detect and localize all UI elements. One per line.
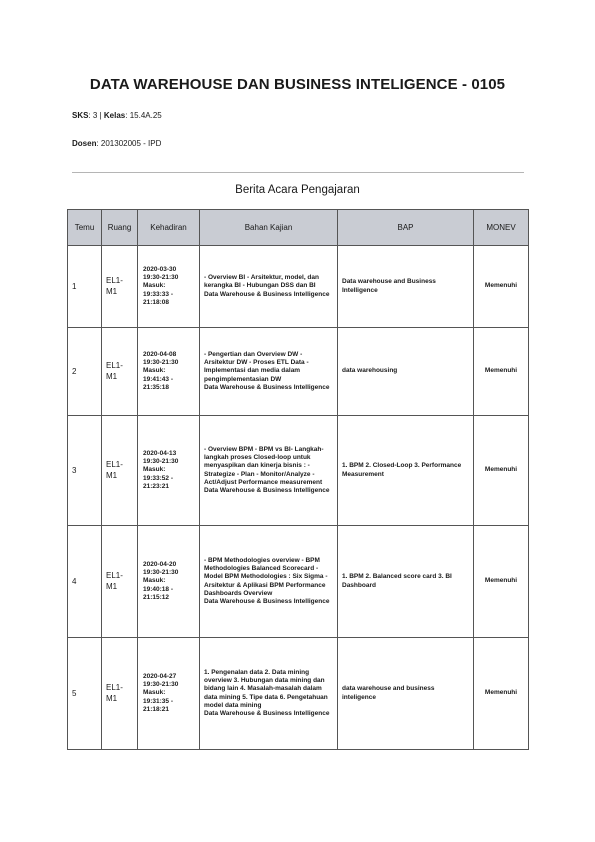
kelas-label: Kelas — [103, 111, 126, 120]
dosen-value: 201302005 - IPD — [100, 139, 162, 148]
cell-bahan-kajian — [200, 246, 338, 328]
kehadiran-label: Masuk: — [143, 282, 166, 290]
cell-bap: 1. BPM 2. Closed-Loop 3. Performance Measurement — [338, 416, 474, 526]
kelas-value: 15.4A.25 — [129, 111, 162, 120]
bahan-course: Data Warehouse & Business Intelligence — [204, 290, 330, 298]
bahan-topic: 1. Pengenalan data 2. Data mining overview 3. Hubungan data mining dan bidang lain 4. Masalah-masalah dalam data mining 5. Tipe data 6. Pengetahuan model data mining — [204, 669, 328, 709]
document-title: DATA WAREHOUSE DAN BUSINESS INTELIGENCE - 0105 — [89, 76, 506, 93]
kehadiran-in: 19:31:35 - — [143, 697, 173, 705]
cell-temu: 4 — [68, 526, 102, 638]
section-title: Berita Acara Pengajaran — [235, 184, 360, 196]
bap-table — [67, 209, 529, 750]
cell-ruang: EL1-M1 — [102, 328, 138, 416]
bahan-course: Data Warehouse & Business Intelligence — [204, 383, 330, 391]
kehadiran-schedule: 19:30-21:30 — [143, 458, 179, 466]
cell-bap: data warehouse and business inteligence — [338, 638, 474, 750]
kehadiran-date: 2020-04-27 — [143, 673, 177, 681]
lecturer-meta: Dosen: 201302005 - IPD — [72, 139, 162, 148]
bahan-course: Data Warehouse & Business Intelligence — [204, 486, 330, 494]
cell-bap: Data warehouse and Business Intelligence — [338, 246, 474, 328]
cell-temu: 5 — [68, 638, 102, 750]
bahan-course: Data Warehouse & Business Intelligence — [204, 709, 330, 717]
sks-label: SKS — [72, 111, 89, 120]
kehadiran-label: Masuk: — [143, 577, 166, 585]
header-ruang: Ruang — [102, 210, 138, 246]
dosen-label: Dosen — [72, 139, 97, 148]
cell-bahan-kajian — [200, 416, 338, 526]
kehadiran-in: 19:33:33 - — [143, 290, 173, 298]
kehadiran-schedule: 19:30-21:30 — [143, 359, 179, 367]
kehadiran-schedule: 19:30-21:30 — [143, 274, 179, 282]
sks-value: 3 — [92, 111, 98, 120]
table-header-row — [68, 210, 529, 246]
kehadiran-out: 21:23:21 — [143, 482, 170, 490]
cell-ruang: EL1-M1 — [102, 526, 138, 638]
table-row — [68, 246, 529, 328]
cell-temu: 3 — [68, 416, 102, 526]
bahan-topic: - Pengertian dan Overview DW - Arsitektur DW - Proses ETL Data - Implementasi dan media dalam pengimplementasian DW — [204, 351, 309, 383]
table-row — [68, 416, 529, 526]
kehadiran-in: 19:41:43 - — [143, 375, 173, 383]
cell-kehadiran — [138, 526, 200, 638]
divider — [72, 172, 524, 173]
kehadiran-in: 19:33:52 - — [143, 474, 173, 482]
cell-ruang: EL1-M1 — [102, 246, 138, 328]
cell-monev: Memenuhi — [474, 526, 529, 638]
bahan-course: Data Warehouse & Business Intelligence — [204, 597, 330, 605]
kehadiran-date: 2020-04-20 — [143, 561, 177, 569]
cell-temu: 1 — [68, 246, 102, 328]
cell-bahan-kajian — [200, 328, 338, 416]
cell-monev: Memenuhi — [474, 246, 529, 328]
kehadiran-in: 19:40:18 - — [143, 585, 173, 593]
kehadiran-date: 2020-04-13 — [143, 450, 177, 458]
cell-kehadiran — [138, 416, 200, 526]
cell-kehadiran — [138, 638, 200, 750]
kehadiran-out: 21:18:08 — [143, 298, 170, 306]
kehadiran-schedule: 19:30-21:30 — [143, 569, 179, 577]
kehadiran-date: 2020-03-30 — [143, 266, 177, 274]
kehadiran-out: 21:18:21 — [143, 705, 170, 713]
bahan-topic: - BPM Methodologies overview - BPM Methodologies Balanced Scorecard - Model BPM Methodologies : Six Sigma - Arsitektur & Aplikasi BPM Performance Dashboards Overview — [204, 557, 328, 597]
kehadiran-date: 2020-04-08 — [143, 351, 177, 359]
bahan-topic: - Overview BPM - BPM vs BI- Langkah-langkah proses Closed-loop untuk menyaspikan dan kinerja bisnis : - Strategize - Plan - Monitor/Analyze - Act/Adjust Performance measurement — [204, 446, 324, 486]
cell-monev: Memenuhi — [474, 416, 529, 526]
cell-ruang: EL1-M1 — [102, 638, 138, 750]
table-row — [68, 328, 529, 416]
cell-bahan-kajian — [200, 638, 338, 750]
kehadiran-label: Masuk: — [143, 466, 166, 474]
header-bap: BAP — [338, 210, 474, 246]
kehadiran-out: 21:15:12 — [143, 593, 170, 601]
cell-monev: Memenuhi — [474, 638, 529, 750]
table-row — [68, 638, 529, 750]
cell-kehadiran — [138, 328, 200, 416]
header-monev: MONEV — [474, 210, 529, 246]
header-bahan-kajian: Bahan Kajian — [200, 210, 338, 246]
cell-bahan-kajian — [200, 526, 338, 638]
header-temu: Temu — [68, 210, 102, 246]
course-meta: SKS: 3 | Kelas: 15.4A.25 — [72, 111, 162, 120]
cell-monev: Memenuhi — [474, 328, 529, 416]
table-row — [68, 526, 529, 638]
header-kehadiran: Kehadiran — [138, 210, 200, 246]
kehadiran-label: Masuk: — [143, 689, 166, 697]
cell-kehadiran — [138, 246, 200, 328]
kehadiran-schedule: 19:30-21:30 — [143, 681, 179, 689]
cell-bap: data warehousing — [338, 328, 474, 416]
bahan-topic: - Overview BI - Arsitektur, model, dan kerangka BI - Hubungan DSS dan BI — [204, 274, 319, 290]
kehadiran-out: 21:35:18 — [143, 383, 170, 391]
cell-ruang: EL1-M1 — [102, 416, 138, 526]
cell-bap: 1. BPM 2. Balanced score card 3. BI Dashboard — [338, 526, 474, 638]
kehadiran-label: Masuk: — [143, 367, 166, 375]
cell-temu: 2 — [68, 328, 102, 416]
